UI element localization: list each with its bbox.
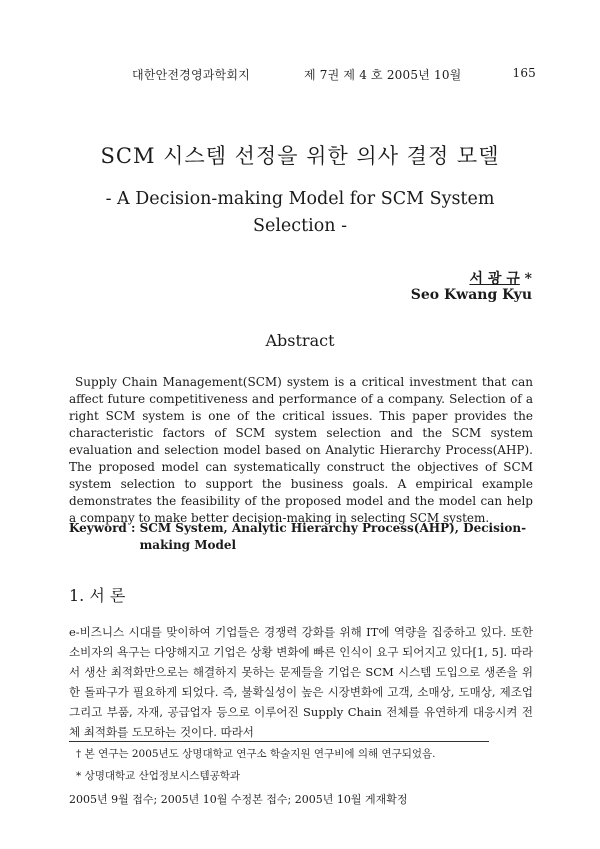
title-korean: SCM 시스템 선정을 위한 의사 결정 모델 (100, 144, 500, 168)
section-heading-introduction: 1. 서 론 (69, 586, 126, 605)
footnote-divider (69, 741, 489, 742)
title-english-line2: Selection - (252, 216, 347, 236)
header-left (132, 66, 461, 83)
footnote-funding: † 본 연구는 2005년도 상명대학교 연구소 학술지원 연구비에 의해 연구되었음. (76, 748, 436, 760)
abstract-heading: Abstract (265, 331, 335, 350)
keyword-line (69, 520, 539, 554)
section-body-introduction: e-비즈니스 시대를 맞이하여 기업들은 경쟁력 강화를 위해 IT에 역량을 집중하고 있다. 또한 소비자의 욕구는 다양해지고 기업은 상황 변화에 빠른 인식이 요구 되어지고 있다[1, 5]. 따라서 생산 최적화만으로는 해결하지 못하는 문제들을 기업은 SCM 시스템 도입으로 생존을 위한 돌파구가 필요하게 되었다. 즉, 불확실성이 높은 시장변화에 고객, 소매상, 도매상, 제조업 그리고 부품, 자재, 공급업자 등으로 이루어진 Supply Chain 전체를 유연하게 대응시켜 전체 최적화를 도모하는 것이다. 따라서 (69, 625, 533, 739)
title-english-line1: - A Decision-making Model for SCM System (105, 189, 495, 209)
page-number: 165 (512, 66, 536, 80)
title-english (0, 186, 600, 240)
abstract-body: Supply Chain Management(SCM) system is a critical investment that can affect future competitiveness and performance of a company. Selection of a right SCM system is one of the critical issues. This paper provides the characteristic factors of SCM system selection and the SCM system evaluation and selection model based on Analytic Hierarchy Process(AHP). The proposed model can systematically construct the objectives of SCM system selection to support the business goals. A empirical example demonstrates the feasibility of the proposed model and the model can help a company to make better decision-making in selecting SCM system. (69, 375, 533, 525)
footnote-affiliation: * 상명대학교 산업정보시스템공학과 (76, 770, 241, 782)
footnote-dates: 2005년 9월 접수; 2005년 10월 수정본 접수; 2005년 10월 게재확정 (69, 793, 408, 806)
author-mark: * (519, 271, 532, 287)
author-korean-name: 서 광 규 (469, 271, 520, 287)
running-header (132, 66, 536, 83)
author-english: Seo Kwang Kyu (410, 287, 532, 303)
keyword-label: Keyword : (69, 521, 140, 535)
keyword-list: SCM System, Analytic Hierarchy Process(AHP), Decision-making Model (139, 521, 527, 552)
volume-info: 제 7권 제 4 호 2005년 10월 (303, 68, 462, 82)
author-korean (469, 268, 532, 288)
journal-name: 대한안전경영과학회지 (132, 68, 250, 82)
